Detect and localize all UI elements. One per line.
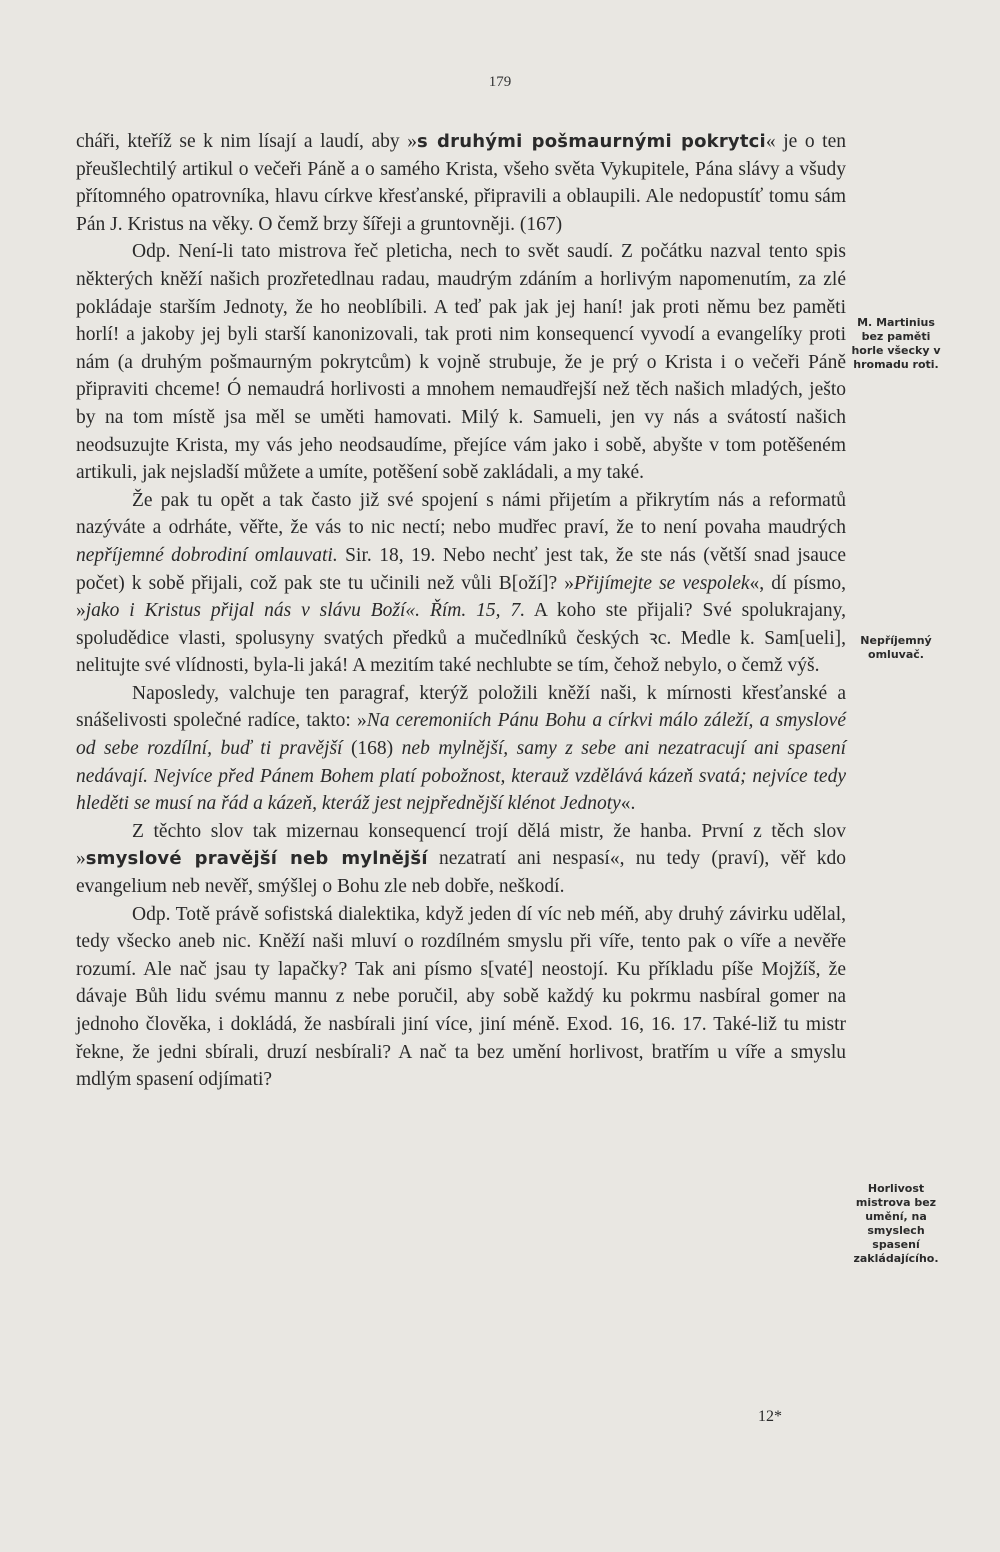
text-run: Z těchto slov tak mizernau konsequencí trojí dělá mistr, že hanba. První z těch slov » [76,820,846,870]
text-run: Odp. Není-li tato mistrova řeč pleticha, nech to svět saudí. Z počátku nazval tento spis některých kněží našich prozřetedlnau radau, maudrým zdáním a horlivým napomenutím, za zlé pokládaje starším Jednoty, že ho neoblíbili. A teď pak jak jej haní! jak proti němu bez paměti horlí! a jakoby jej byli starší kanonizovali, tak proti nim konsequencí vyvodí a evangelíky proti nám (a druhým pošmaurným pokrytcům) k vojně strubuje, že je prý o Krista i o večeři Páně připraviti chceme! Ó nemaudrá horlivosti a mnohem nemaudřejší než těch našich mladých, ješto by na tom místě jsa měl se uměti hamovati. Milý k. Samueli, jen vy nás a svátostí našich neodsuzujte Krista, my vás jeho neodsaudíme, přejíce vám jako i sobě, abyšte v tom potěšeném artikuli, jak nejsladší můžete a umíte, potěšení sobě zakládali, a my také. [76,241,846,484]
margin-note-omluvac: Nepříjemný omluvač. [860,634,932,661]
paragraph [76,818,846,901]
margin-note-martinius: M. Martinius bez paměti horle všecky v hromadu roti. [851,316,941,371]
paragraph [76,238,846,486]
margin-note-horlivost: Horlivost mistrova bez umění, na smyslech spasení zakládajícího. [853,1182,939,1265]
body-text [76,128,846,1094]
paragraph [76,680,846,818]
italic-quote: Přijímejte se vespolek [574,572,750,594]
text-run: cháři, kteříž se k nim lísají a laudí, aby » [76,131,417,152]
text-run: Odp. Totě právě sofistská dialektika, když jeden dí víc neb méň, aby druhý závirku udělal, tedy všecko aneb nic. Kněží naši mluví o rozdílném smyslu při víře, tento pak o víře a nevěře rozumí. Ale nač jsau ty lapačky? Tak ani písmo s[vaté] neostojí. Ku příkladu píše Mojžíš, že dávaje Bůh lidu svému mannu z nebe poručil, aby sobě každý ku pokrmu nasbíral gomer na jednoho člověka, i dokládá, že nasbírali jiní více, jiní méně. Exod. 16, 16. 17. Také-liž tu mistr řekne, že jedni sbírali, druzí nesbírali? A nač ta bez umění horlivost, bratřím u víře a smyslu mdlým spasení odjímati? [76,903,846,1091]
text-run: Že pak tu opět a tak často již své spojení s námi přijetím a přikrytím nás a reformatů nazýváte a odrháte, věřte, že vás to nic nectí; nebo mudřec praví, že to není povaha maudrých [76,489,846,539]
text-run: « je o ten přeušlechtilý artikul o večeři Páně a o samého Krista, všeho světa Vykupitele, Pána slávy a všudy přítomného opatrovníka, hlavu církve křesťanské, připravili a oblaupili. Ale nedopustíť tomu sám Pán J. Kristus na věky. O čemž brzy šířeji a gruntovněji. (167) [76,131,846,235]
page-number: 179 [488,74,512,90]
emphasis-text: s druhými pošmaurnými pokrytci [416,131,766,152]
signature-mark: 12* [758,1408,782,1425]
text-run: (168) [342,738,402,760]
paragraph [76,128,846,238]
paragraph [76,901,846,1094]
text-run: «. [620,793,636,815]
text-run: «, dí písmo, » [76,572,846,622]
emphasis-text: smyslové pravější neb mylnější [85,848,428,870]
italic-quote: Na ceremoniích Pánu Bohu a církvi málo záleží, a smyslové od sebe rozdílní, buď ti pravější [76,710,846,760]
text-run: nezatratí ani nespasí«, nu tedy (praví), věř kdo evangelium neb nevěř, smýšlej o Bohu zle neb dobře, neškodí. [76,848,846,898]
text-run: A koho ste přijali? Své spolukrajany, spoludědice vlasti, spolusyny svatých předků a mučedlníků českých ꝛc. Medle k. Sam[ueli], nelitujte své vlídnosti, byla-li jaká! A mezitím také nechlubte se tím, čehož nebylo, o čemž výš. [76,600,846,677]
paragraph [76,487,846,680]
italic-quote: neb mylnější, samy z sebe ani nezatracují ani spasení nedávají. Nejvíce před Pánem Bohem platí pobožnost, kterauž vzdělává kázeň svatá; nejvíce tedy hleděti se musí na řád a kázeň, kteráž jest nejpřednější klénot Jednoty [76,738,846,815]
text-run: Naposledy, valchuje ten paragraf, kterýž položili kněží naši, k mírnosti křesťanské a snášelivosti společné radíce, takto: » [76,682,846,732]
italic-quote: nepříjemné dobrodiní omlauvati. [76,544,338,566]
text-run: Sir. 18, 19. Nebo nechť jest tak, že ste nás (větší snad jsauce počet) k sobě přijali, což pak ste tu učinili než vůli B[oží]? » [76,544,846,594]
italic-quote: jako i Kristus přijal nás v slávu Boží«. Řím. 15, 7. [85,600,526,622]
